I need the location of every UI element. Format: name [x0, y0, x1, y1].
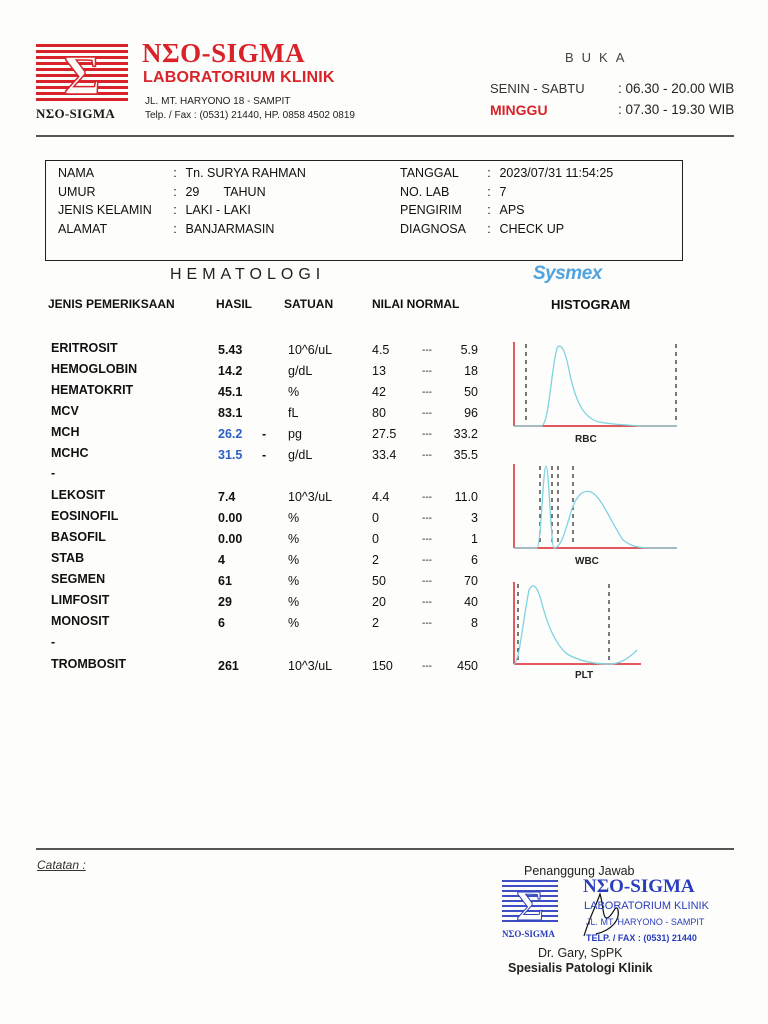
hours-row: [490, 99, 734, 120]
result-unit: 10^3/uL: [288, 659, 333, 673]
result-flag: -: [262, 448, 267, 462]
result-name: LIMFOSIT: [51, 593, 110, 607]
result-value: 31.5: [218, 448, 243, 462]
lab-number: 7: [499, 184, 507, 199]
result-value: 14.2: [218, 364, 243, 378]
stamp-brand: NΣO-SIGMA: [583, 876, 695, 897]
result-value: 26.2: [218, 427, 243, 441]
normal-low: 4.4: [372, 490, 390, 504]
svg-text:Σ: Σ: [516, 884, 544, 930]
diagnosis: CHECK UP: [499, 221, 565, 236]
result-name: MCHC: [51, 446, 89, 460]
normal-high: 11.0: [454, 490, 478, 504]
result-name: TROMBOSIT: [51, 657, 126, 671]
normal-high: 40: [464, 595, 478, 609]
rbc-histogram: [511, 340, 681, 430]
result-unit: g/dL: [288, 448, 313, 462]
normal-low: 27.5: [372, 427, 397, 441]
result-unit: 10^3/uL: [288, 490, 333, 504]
result-value: 29: [218, 595, 232, 609]
result-name: -: [51, 466, 56, 480]
normal-high: 1: [471, 532, 478, 546]
sender: APS: [499, 203, 525, 218]
normal-high: 96: [464, 406, 478, 420]
hours-day: SENIN - SABTU: [490, 81, 585, 96]
result-value: 4: [218, 553, 225, 567]
opening-hours: [490, 78, 734, 120]
result-name: MCV: [51, 404, 79, 418]
doctor-name: Dr. Gary, SpPK: [538, 946, 623, 960]
normal-high: 70: [464, 574, 478, 588]
normal-low: 150: [372, 659, 393, 673]
result-name: STAB: [51, 551, 85, 565]
result-value: 0.00: [218, 532, 243, 546]
brand-subtitle: LABORATORIUM KLINIK: [143, 69, 335, 86]
normal-separator: ---: [422, 450, 432, 461]
patient-field-label: NO. LAB: [400, 184, 450, 199]
patient-info-right: TANGGAL : 2023/07/31 11:54:25 NO. LAB : 7 PENGIRIM : APS DIAGNOSA : CHECK UP: [400, 166, 614, 236]
plt-histogram: [511, 580, 646, 668]
normal-low: 0: [372, 511, 379, 525]
normal-low: 13: [372, 364, 386, 378]
normal-separator: ---: [422, 597, 432, 608]
wbc-histogram: [511, 462, 681, 552]
normal-low: 33.4: [372, 448, 397, 462]
result-name: ERITROSIT: [51, 341, 118, 355]
patient-field-label: DIAGNOSA: [400, 221, 466, 236]
hours-time: : 07.30 - 19.30 WIB: [618, 102, 735, 117]
result-unit: g/dL: [288, 364, 313, 378]
normal-low: 50: [372, 574, 386, 588]
result-unit: %: [288, 511, 300, 525]
patient-age: 29 TAHUN: [185, 184, 266, 199]
stamp-logo-text: NΣO-SIGMA: [502, 929, 555, 939]
header-divider: [36, 135, 734, 137]
stamp-subtitle: LABORATORIUM KLINIK: [584, 900, 709, 912]
patient-field-label: JENIS KELAMIN: [58, 203, 152, 218]
normal-low: 0: [372, 532, 379, 546]
lab-address: JL. MT. HARYONO 18 - SAMPIT: [145, 96, 291, 107]
histogram-label: RBC: [575, 434, 597, 445]
normal-separator: ---: [422, 492, 432, 503]
normal-high: 5.9: [460, 343, 478, 357]
section-title: HEMATOLOGI: [170, 266, 326, 283]
result-name: MONOSIT: [51, 614, 110, 628]
sysmex-logo: Sysmex: [533, 263, 602, 284]
normal-low: 80: [372, 406, 386, 420]
result-value: 5.43: [218, 343, 243, 357]
result-unit: 10^6/uL: [288, 343, 333, 357]
result-value: 261: [218, 659, 239, 673]
normal-separator: ---: [422, 513, 432, 524]
normal-low: 42: [372, 385, 386, 399]
result-name: BASOFIL: [51, 530, 106, 544]
result-value: 83.1: [218, 406, 243, 420]
result-unit: %: [288, 574, 300, 588]
normal-low: 20: [372, 595, 386, 609]
result-name: SEGMEN: [51, 572, 106, 586]
normal-separator: ---: [422, 429, 432, 440]
result-unit: %: [288, 553, 300, 567]
normal-high: 33.2: [453, 427, 478, 441]
svg-text:Σ: Σ: [63, 45, 101, 102]
result-unit: fL: [288, 406, 299, 420]
hours-row: [490, 78, 734, 99]
patient-gender: LAKI - LAKI: [185, 203, 251, 218]
normal-separator: ---: [422, 618, 432, 629]
stamp-phone: TELP. / FAX : (0531) 21440: [586, 933, 697, 943]
result-value: 7.4: [218, 490, 236, 504]
normal-high: 50: [464, 385, 478, 399]
open-label: BUKA: [565, 50, 633, 65]
normal-high: 450: [457, 659, 478, 673]
normal-high: 35.5: [453, 448, 478, 462]
hours-day: MINGGU: [490, 101, 548, 118]
histogram-label: WBC: [575, 556, 599, 567]
result-flag: -: [262, 427, 267, 441]
patient-field-label: PENGIRIM: [400, 203, 462, 218]
normal-low: 2: [372, 553, 379, 567]
patient-info-left: NAMA : Tn. SURYA RAHMAN UMUR : 29 TAHUN JENIS KELAMIN : LAKI - LAKI ALAMAT : BANJARMASIN: [58, 166, 306, 236]
result-value: 6: [218, 616, 225, 630]
column-header-unit: SATUAN: [284, 297, 334, 311]
normal-separator: ---: [422, 345, 432, 356]
normal-high: 6: [471, 553, 478, 567]
result-unit: %: [288, 616, 300, 630]
normal-separator: ---: [422, 661, 432, 672]
normal-low: 4.5: [372, 343, 390, 357]
normal-separator: ---: [422, 576, 432, 587]
normal-high: 3: [471, 511, 478, 525]
patient-field-label: NAMA: [58, 166, 95, 181]
patient-field-label: ALAMAT: [58, 221, 108, 236]
normal-high: 8: [471, 616, 478, 630]
column-header-histogram: HISTOGRAM: [551, 297, 631, 312]
brand-name: NΣO-SIGMA: [142, 38, 306, 68]
result-value: 45.1: [218, 385, 243, 399]
footer-divider: [36, 848, 734, 850]
hours-time: : 06.30 - 20.00 WIB: [618, 81, 735, 96]
normal-separator: ---: [422, 387, 432, 398]
patient-field-label: UMUR: [58, 184, 96, 199]
patient-field-label: TANGGAL: [400, 166, 459, 181]
lab-phone: Telp. / Fax : (0531) 21440, HP. 0858 4502 0819: [145, 110, 355, 121]
normal-separator: ---: [422, 366, 432, 377]
lab-logo-icon: [36, 42, 128, 102]
normal-low: 2: [372, 616, 379, 630]
patient-name: Tn. SURYA RAHMAN: [185, 166, 306, 181]
result-name: MCH: [51, 425, 80, 439]
normal-separator: ---: [422, 408, 432, 419]
result-name: LEKOSIT: [51, 488, 106, 502]
result-value: 61: [218, 574, 232, 588]
result-unit: pg: [288, 427, 302, 441]
notes-label: Catatan :: [37, 858, 86, 872]
result-name: EOSINOFIL: [51, 509, 119, 523]
doctor-title: Spesialis Patologi Klinik: [508, 961, 653, 975]
histogram-label: PLT: [575, 670, 594, 681]
normal-separator: ---: [422, 555, 432, 566]
result-name: -: [51, 635, 56, 649]
normal-high: 18: [464, 364, 478, 378]
result-unit: %: [288, 532, 300, 546]
column-header-result: HASIL: [216, 297, 252, 311]
responsible-label: Penanggung Jawab: [524, 864, 635, 878]
logo-text: NΣO-SIGMA: [36, 106, 116, 121]
normal-separator: ---: [422, 534, 432, 545]
result-unit: %: [288, 595, 300, 609]
column-header-test: JENIS PEMERIKSAAN: [48, 297, 175, 311]
stamp-address: JL. MT. HARYONO - SAMPIT: [586, 917, 705, 927]
test-date: 2023/07/31 11:54:25: [499, 166, 614, 181]
result-value: 0.00: [218, 511, 243, 525]
patient-address: BANJARMASIN: [185, 221, 275, 236]
column-header-normal: NILAI NORMAL: [372, 297, 460, 311]
result-name: HEMOGLOBIN: [51, 362, 138, 376]
result-name: HEMATOKRIT: [51, 383, 134, 397]
result-unit: %: [288, 385, 300, 399]
